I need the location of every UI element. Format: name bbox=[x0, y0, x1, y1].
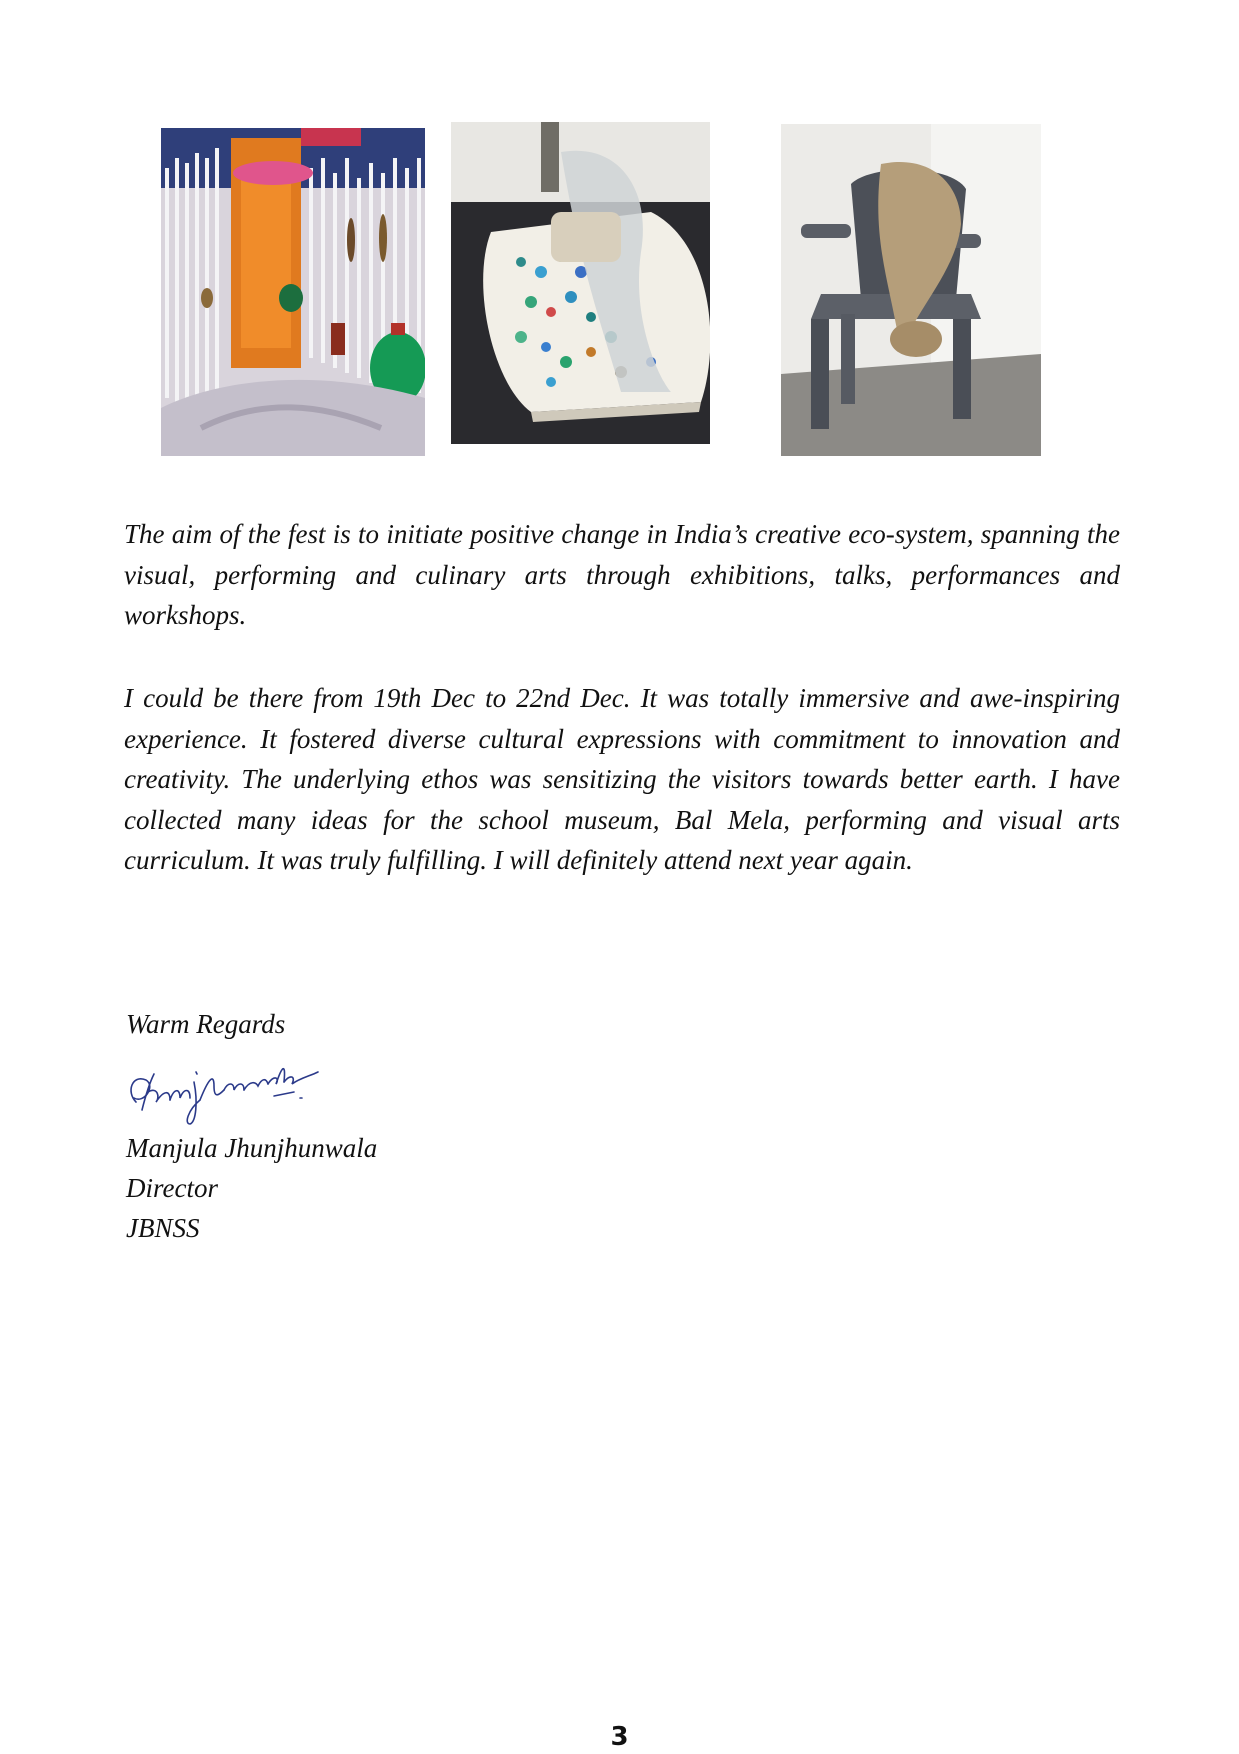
signatory-name: Manjula Jhunjhunwala bbox=[126, 1133, 378, 1163]
sculpture-installation-photo bbox=[451, 122, 710, 444]
exhibition-gallery-photo bbox=[161, 128, 425, 456]
signatory-title: Director bbox=[126, 1173, 218, 1203]
paragraph-aim: The aim of the fest is to initiate positive change in India’s creative eco-system, spanning the visual, performing and culinary arts through exhibitions, talks, performances and workshops. bbox=[124, 519, 1120, 630]
signatory-organization: JBNSS bbox=[126, 1213, 200, 1243]
handwritten-signature bbox=[124, 1052, 324, 1132]
paragraph-experience: I could be there from 19th Dec to 22nd Dec. It was totally immersive and awe-inspiring experience. It fostered diverse cultural expressions with commitment to innovation and creativity. The underlying ethos was sensitizing the visitors towards better earth. I have collected many ideas for the school museum, Bal Mela, performing and visual arts curriculum. It was truly fulfilling. I will definitely attend next year again. bbox=[124, 683, 1120, 875]
closing-salutation: Warm Regards bbox=[126, 1009, 286, 1039]
chair-artwork-photo bbox=[781, 124, 1041, 456]
page-number: 3 bbox=[610, 1722, 629, 1752]
